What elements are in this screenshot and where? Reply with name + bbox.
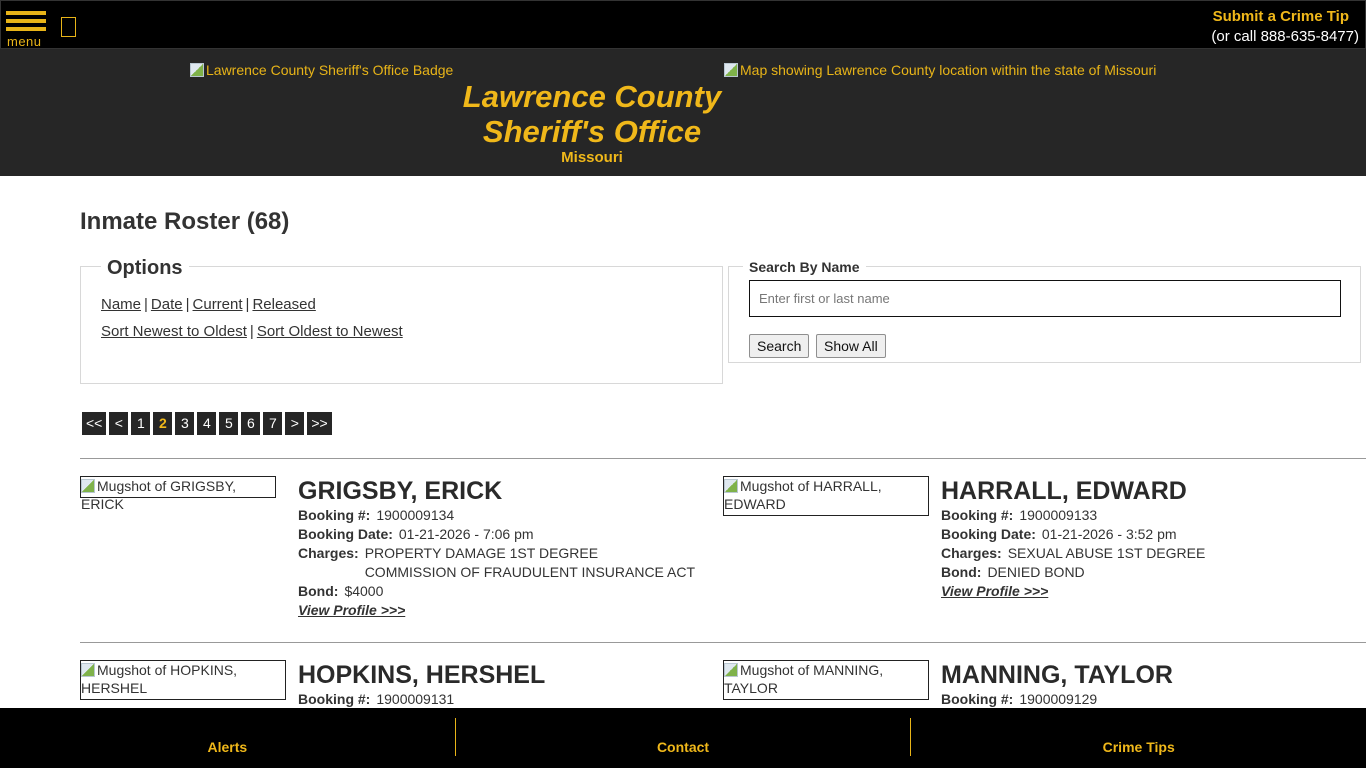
name-search-input[interactable]: [749, 280, 1341, 317]
separator: |: [249, 323, 254, 340]
inmate-info: [298, 660, 545, 709]
separator: |: [185, 296, 190, 313]
charge-item: SEXUAL ABUSE 1ST DEGREE: [1007, 545, 1206, 561]
search-button[interactable]: Search: [749, 334, 809, 358]
booking-date-label: Booking Date:: [941, 526, 1036, 542]
site-header: [0, 49, 1366, 176]
filter-current-link[interactable]: Current: [192, 296, 243, 313]
site-title: [440, 79, 744, 149]
separator: |: [245, 296, 250, 313]
search-legend: Search By Name: [743, 259, 866, 275]
show-all-button[interactable]: Show All: [816, 334, 886, 358]
inmate-name: HOPKINS, HERSHEL: [298, 661, 546, 689]
booking-number-value: 1900009129: [1019, 691, 1098, 707]
options-panel: [80, 257, 723, 384]
next-page-button[interactable]: >: [285, 412, 304, 435]
map-alt-text: Map showing Lawrence County location within the state of Missouri: [740, 62, 1157, 78]
booking-number-value: 1900009131: [376, 691, 455, 707]
footer-crime-tips-link[interactable]: Crime Tips: [1102, 739, 1175, 755]
bond-row: [941, 563, 1205, 582]
pagination: [82, 412, 332, 435]
booking-date-row: [298, 525, 695, 544]
charge-item: PROPERTY DAMAGE 1ST DEGREE: [364, 545, 599, 561]
charges-row: [941, 544, 1205, 563]
page-4-button[interactable]: 4: [197, 412, 216, 435]
broken-image-icon: [190, 63, 204, 77]
submit-crime-tip-link[interactable]: Submit a Crime Tip: [1212, 8, 1349, 25]
bond-value: DENIED BOND: [987, 564, 1085, 580]
search-panel: [728, 259, 1361, 363]
options-legend: Options: [101, 257, 189, 280]
bond-label: Bond:: [298, 583, 339, 599]
broken-image-icon: [81, 479, 95, 493]
booking-number-value: 1900009134: [376, 507, 455, 523]
booking-number-value: 1900009133: [1019, 507, 1098, 523]
prev-page-button[interactable]: <: [109, 412, 128, 435]
bond-label: Bond:: [941, 564, 982, 580]
mugshot-alt-text: Mugshot of GRIGSBY, ERICK: [81, 478, 237, 512]
mugshot-alt-text: Mugshot of MANNING, TAYLOR: [724, 662, 884, 696]
sort-links: [101, 323, 403, 340]
charges-label: Charges:: [298, 545, 359, 561]
tip-phone-number: (or call 888-635-8477): [1211, 28, 1359, 45]
filter-date-link[interactable]: Date: [150, 296, 183, 313]
badge-alt-text: Lawrence County Sheriff's Office Badge: [206, 62, 454, 78]
booking-number-label: Booking #:: [298, 691, 371, 707]
filter-released-link[interactable]: Released: [252, 296, 316, 313]
booking-number-row: [941, 690, 1173, 709]
charges-label: Charges:: [941, 545, 1002, 561]
separator: |: [144, 296, 148, 313]
filter-links: [101, 296, 316, 313]
page-5-button[interactable]: 5: [219, 412, 238, 435]
charge-item: COMMISSION OF FRAUDULENT INSURANCE ACT: [364, 564, 696, 580]
site-title-line1: Lawrence County: [462, 79, 722, 114]
booking-date-value: 01-21-2026 - 7:06 pm: [398, 526, 534, 542]
booking-number-label: Booking #:: [941, 691, 1014, 707]
inmate-info: [941, 660, 1173, 709]
hamburger-icon: [6, 11, 46, 15]
mugshot-image[interactable]: [723, 660, 929, 700]
booking-number-label: Booking #:: [941, 507, 1014, 523]
sort-newest-link[interactable]: Sort Newest to Oldest: [101, 323, 247, 340]
booking-number-row: [298, 690, 545, 709]
page-1-button[interactable]: 1: [131, 412, 150, 435]
page-3-button[interactable]: 3: [175, 412, 194, 435]
inmate-info: [298, 476, 695, 620]
inmate-name: HARRALL, EDWARD: [941, 477, 1187, 505]
broken-image-icon: [81, 663, 95, 677]
first-page-button[interactable]: <<: [82, 412, 106, 435]
booking-date-row: [941, 525, 1205, 544]
view-profile-link[interactable]: View Profile >>>: [941, 583, 1049, 599]
mugshot-image[interactable]: [723, 476, 929, 516]
broken-image-icon: [724, 663, 738, 677]
booking-number-row: [298, 506, 695, 525]
footer-alerts-link[interactable]: Alerts: [207, 739, 248, 755]
sheriff-badge-image: [190, 62, 453, 78]
inmate-name: GRIGSBY, ERICK: [298, 477, 503, 505]
page-2-button-current[interactable]: 2: [153, 412, 172, 435]
county-map-image: [724, 62, 1156, 78]
mugshot-alt-text: Mugshot of HOPKINS, HERSHEL: [81, 662, 238, 696]
mugshot-alt-text: Mugshot of HARRALL, EDWARD: [724, 478, 882, 512]
page-title: Inmate Roster (68): [80, 208, 290, 235]
hamburger-icon-bar: [6, 27, 46, 31]
sort-oldest-link[interactable]: Sort Oldest to Newest: [256, 323, 403, 340]
bottom-nav: [0, 708, 1366, 768]
page-6-button[interactable]: 6: [241, 412, 260, 435]
crime-tip-area: [1211, 7, 1359, 47]
charges-row: [298, 544, 695, 582]
bond-row: [298, 582, 695, 601]
inmate-info: [941, 476, 1205, 601]
menu-button[interactable]: [6, 11, 48, 49]
booking-date-value: 01-21-2026 - 3:52 pm: [1041, 526, 1177, 542]
last-page-button[interactable]: >>: [307, 412, 331, 435]
divider: [80, 642, 1366, 643]
booking-date-label: Booking Date:: [298, 526, 393, 542]
menu-label: menu: [7, 34, 42, 49]
top-bar: [0, 0, 1366, 49]
broken-image-icon: [724, 63, 738, 77]
site-title-line2: Sheriff's Office: [482, 114, 702, 149]
booking-number-label: Booking #:: [298, 507, 371, 523]
mugshot-image[interactable]: [80, 660, 286, 700]
hamburger-icon-bar: [6, 19, 46, 23]
bond-value: $4000: [344, 583, 384, 599]
booking-number-row: [941, 506, 1205, 525]
inmate-name: MANNING, TAYLOR: [941, 661, 1173, 689]
page-7-button[interactable]: 7: [263, 412, 282, 435]
filter-name-link[interactable]: Name: [101, 296, 142, 313]
missing-glyph-icon[interactable]: [61, 17, 76, 37]
footer-contact-link[interactable]: Contact: [656, 739, 710, 755]
mugshot-image[interactable]: [80, 476, 276, 512]
site-subtitle: Missouri: [561, 149, 623, 166]
view-profile-link[interactable]: View Profile >>>: [298, 602, 406, 618]
divider: [80, 458, 1366, 459]
broken-image-icon: [724, 479, 738, 493]
